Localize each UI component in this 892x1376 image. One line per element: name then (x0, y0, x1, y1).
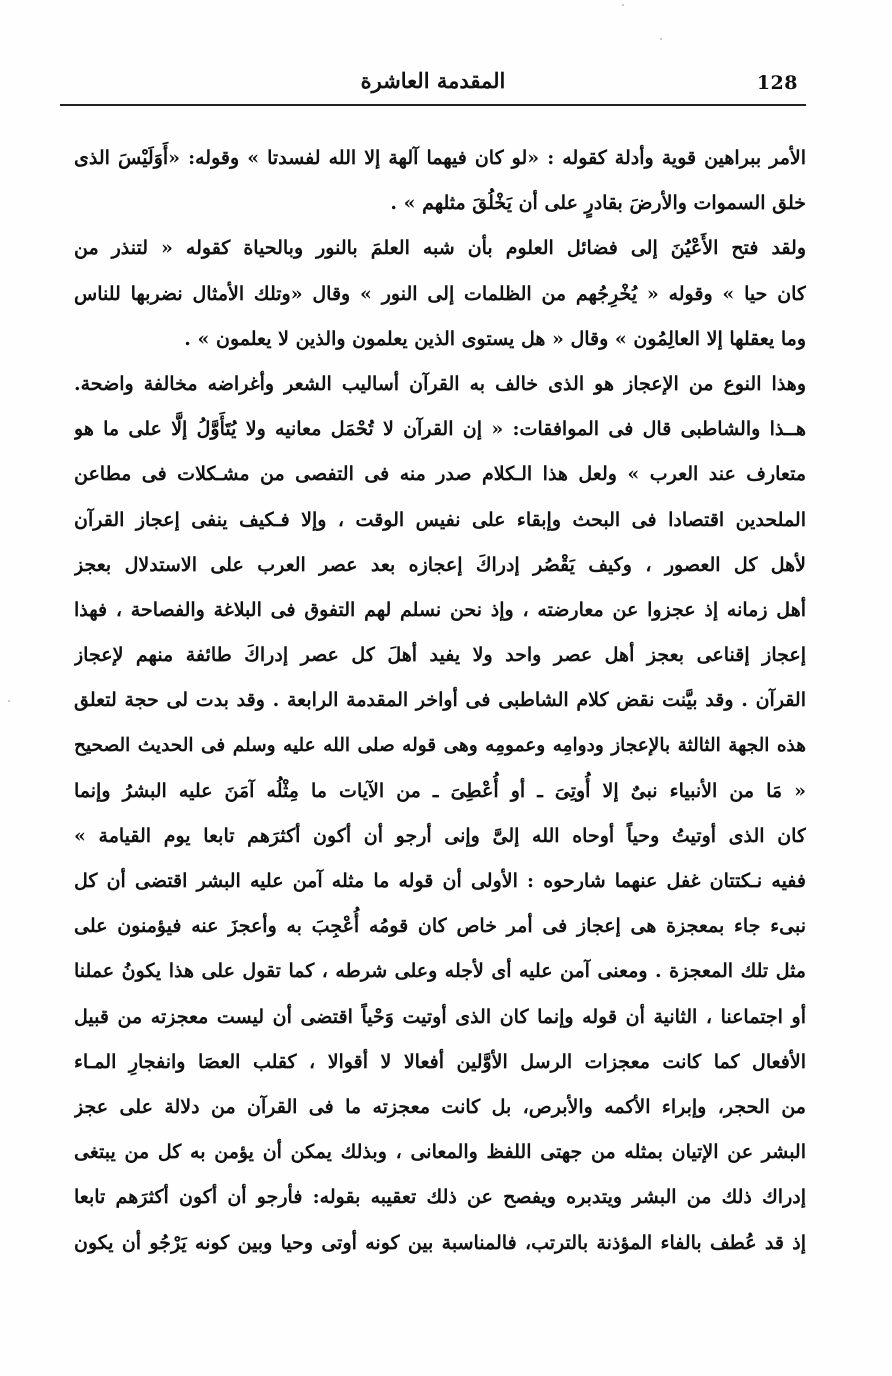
page-number: 128 (756, 72, 798, 94)
text-line: الملحدين اقتصادا فى البحث وإبقاء على نفيس الوقت ، وإلا فـكيف ينفى إعجاز القرآن (74, 508, 806, 531)
text-line: وما يعقلها إلا العالِمُون » وقال « هل يستوى الذين يعلمون والذين لا يعلمون » . (184, 327, 806, 350)
text-line: البشر عن الإتيان بمثله من جهتى اللفظ والمعانى ، وبذلك يمكن أن يؤمن به كل من يبتغى (74, 1141, 806, 1164)
text-line: من الحجر، وإبراء الأكمه والأبرص، بل كانت معجزته ما فى القرآن من دلالة على عجز (74, 1095, 806, 1118)
text-line: ففيه نـكتتان غفل عنهما شارحوه : الأولى أن قوله ما مثله آمن عليه البشر اقتضى أن كل (74, 870, 806, 892)
text-line: متعارف عند العرب » ولعل هذا الـكلام صدر منه فى التفصى من مشـكلات فى مطاعن (74, 463, 806, 486)
scan-speck (622, 4, 624, 6)
scan-speck (8, 700, 10, 702)
running-title: المقدمة العاشرة (360, 68, 506, 93)
text-line: نبىء جاء بمعجزة هى إعجاز فى أمر خاص كان قومُه أُعْجِبَ به وأعجزَ عنه فيؤمنون على (74, 915, 806, 938)
scan-speck (660, 38, 662, 40)
text-line: أهل زمانه إذ عجزوا عن معارضته ، وإذ نحن نسلم لهم التفوق فى البلاغة والفصاحة ، فهذا (74, 598, 806, 621)
text-line: إذ قد عُطف بالفاء المؤذنة بالترتب، فالمناسبة بين كونه أوتى وحيا وبين كونه يَرْجُو أن يكون (74, 1231, 806, 1254)
page-header (60, 62, 806, 106)
text-line: « مَا من الأنبياء نبىٌ إلا أُوتِىَ ـ أو أُعْطِىَ ـ من الآيات ما مِثْلُه آمَنَ عليه البشرُ وإنما (74, 779, 806, 802)
body-text (74, 136, 806, 1266)
header-divider (60, 104, 806, 106)
text-line: الأفعال كما كانت معجزات الرسل الأوَّلين أفعالا لا أقوالا ، كقلب العصَا وانفجارِ المـاء (74, 1050, 806, 1073)
text-line: القرآن . وقد بيَّنت نقض كلام الشاطبى فى أواخر المقدمة الرابعة . وقد بدت لى حجة لتعلق (74, 689, 806, 712)
text-line: وهذا النوع من الإعجاز هو الذى خالف به القرآن أساليب الشعر وأغراضه مخالفة واضحة. (74, 372, 806, 395)
text-line: أو اجتماعنا ، الثانية أن قوله وإنما كان الذى أوتيت وَحْياً اقتضى أن ليست معجزته من قبيل (74, 1005, 806, 1028)
text-line: هذه الجهة الثالثة بالإعجاز ودوامِه وعمومِه وهى قوله صلى الله عليه وسلم فى الحديث الصحيح (74, 735, 806, 757)
text-line: الأمر ببراهين قوية وأدلة كقوله : «لو كان فيهما آلهة إلا الله لفسدتا » وقوله: «أَوَلَيْسَ الذى (74, 147, 806, 169)
text-line: كان الذى أوتيتُ وحياً أوحاه الله إلىَّ وإنى أرجو أن أكون أكثرَهم تابعا يوم القيامة » (74, 824, 806, 847)
text-line: إدراك ذلك من البشر ويتدبره ويفصح عن ذلك تعقيبه بقوله: فأرجو أن أكون أكثرَهم تابعا (74, 1186, 806, 1209)
text-line: ولقد فتح الأَعْيُنَ إلى فضائل العلوم بأن شبه العلمَ بالنور وبالحياة كقوله « لتنذر من (74, 237, 806, 260)
text-line: خلق السموات والأرضَ بقادرٍ على أن يَخْلُقَ مثلهم » . (390, 192, 806, 215)
text-line: كان حيا » وقوله « يُخْرِجُهم من الظلمات إلى النور » وقال «وتلك الأمثال نضربها للناس (74, 282, 806, 305)
text-line: إعجاز إقناعى بعجز أهل عصر واحد ولا يفيد أهلَ كل عصر إدراكَ طائفة منهم لإعجاز (74, 644, 806, 667)
text-line: لأهل كل العصور ، وكيف يَقْصُر إدراكَ إعجازه بعد عصر العرب على الاستدلال بعجز (74, 553, 806, 576)
text-line: هــذا والشاطبى قال فى الموافقات: « إن القرآن لا تُحْمَل معانيه ولا يُتَأَوَّلُ إلَّا على ما هو (74, 418, 806, 441)
text-line: مثل تلك المعجزة . ومعنى آمن عليه أى لأجله وعلى شرطه ، كما تقول على هذا يكونُ عملنا (74, 960, 806, 983)
